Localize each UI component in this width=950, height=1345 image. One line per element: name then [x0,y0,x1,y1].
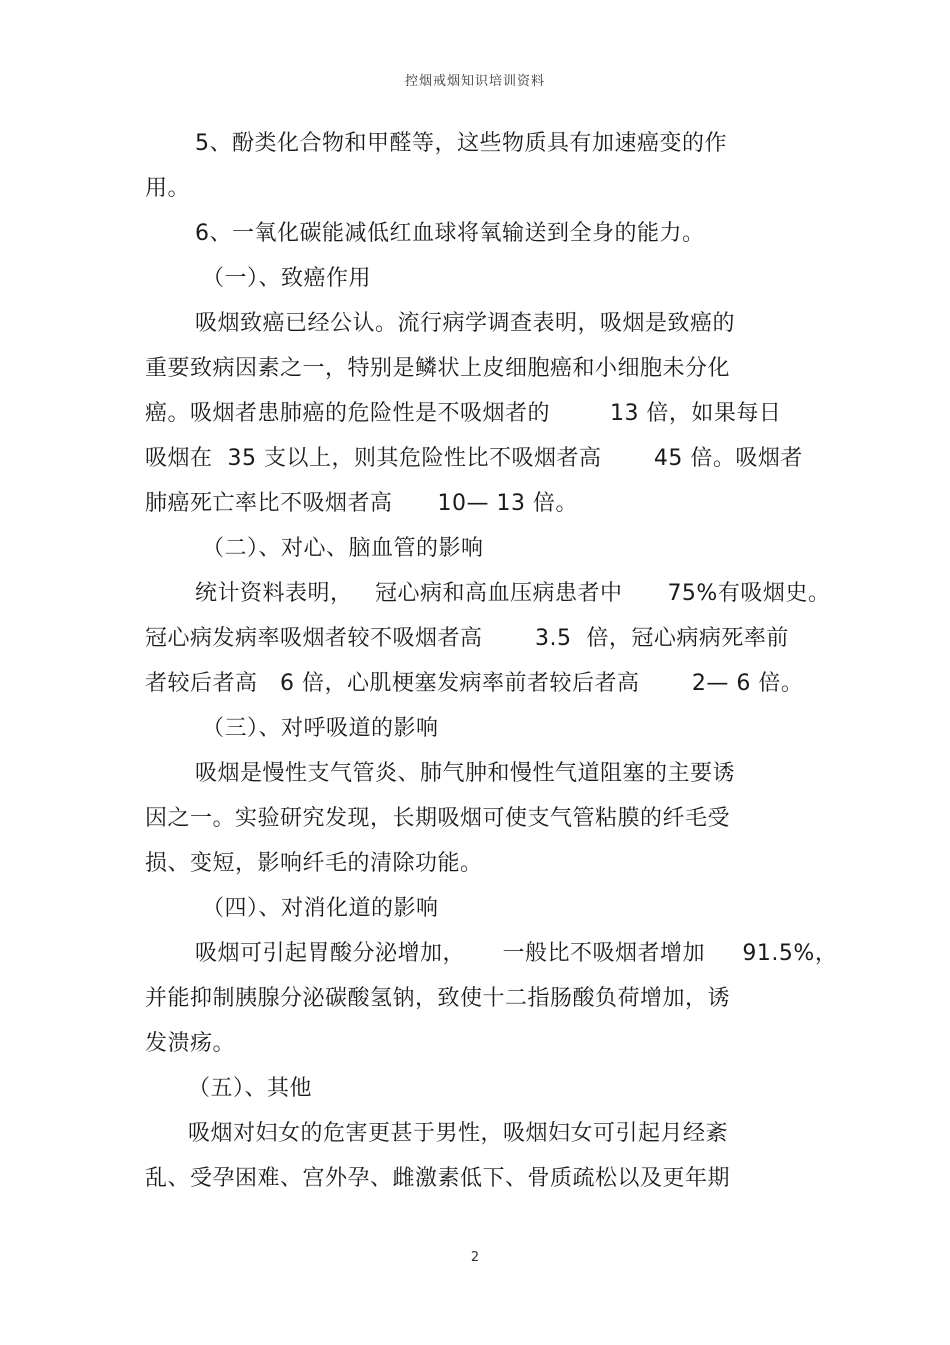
text-line: 并能抑制胰腺分泌碳酸氢钠，致使十二指肠酸负荷增加，诱 [145,986,731,1011]
text-line: 肺癌死亡率比不吸烟者高 10— 13 倍。 [145,491,578,516]
text-line: 发溃疡。 [145,1031,236,1056]
text-line: 5、酚类化合物和甲醛等，这些物质具有加速癌变的作 [195,131,727,156]
page-number: 2 [470,1250,480,1265]
text-line: 乱、受孕困难、宫外孕、雌激素低下、骨质疏松以及更年期 [145,1166,731,1191]
section-heading: （一）、致癌作用 [202,266,372,291]
text-line: 者较后者高 6 倍，心肌梗塞发病率前者较后者高 2— 6 倍。 [145,671,804,696]
text-line: 癌。吸烟者患肺癌的危险性是不吸烟者的 13 倍，如果每日 [145,401,782,426]
page-header: 控烟戒烟知识培训资料 [404,74,545,89]
section-heading: （四）、对消化道的影响 [202,896,439,921]
text-line: 重要致病因素之一，特别是鳞状上皮细胞癌和小细胞未分化 [145,356,731,381]
section-heading: （二）、对心、脑血管的影响 [202,536,484,561]
text-line: 因之一。实验研究发现，长期吸烟可使支气管粘膜的纤毛受 [145,806,731,831]
text-line: 吸烟是慢性支气管炎、肺气肿和慢性气道阻塞的主要诱 [195,761,736,786]
text-line: 6、一氧化碳能减低红血球将氧输送到全身的能力。 [195,221,705,246]
text-line: 吸烟对妇女的危害更甚于男性，吸烟妇女可引起月经紊 [188,1121,729,1146]
text-line: 统计资料表明， 冠心病和高血压病患者中 75%有吸烟史。 [195,581,831,606]
text-line: 用。 [145,176,191,201]
text-line: 吸烟致癌已经公认。流行病学调查表明，吸烟是致癌的 [195,311,736,336]
text-line: 冠心病发病率吸烟者较不吸烟者高 3.5 倍，冠心病病死率前 [145,626,789,651]
section-heading: （三）、对呼吸道的影响 [202,716,439,741]
text-line: 损、变短，影响纤毛的清除功能。 [145,851,483,876]
text-line: 吸烟在 35 支以上，则其危险性比不吸烟者高 45 倍。吸烟者 [145,446,803,471]
text-line: 吸烟可引起胃酸分泌增加， 一般比不吸烟者增加 91.5%， [195,941,838,966]
section-heading: （五）、其他 [188,1076,313,1101]
